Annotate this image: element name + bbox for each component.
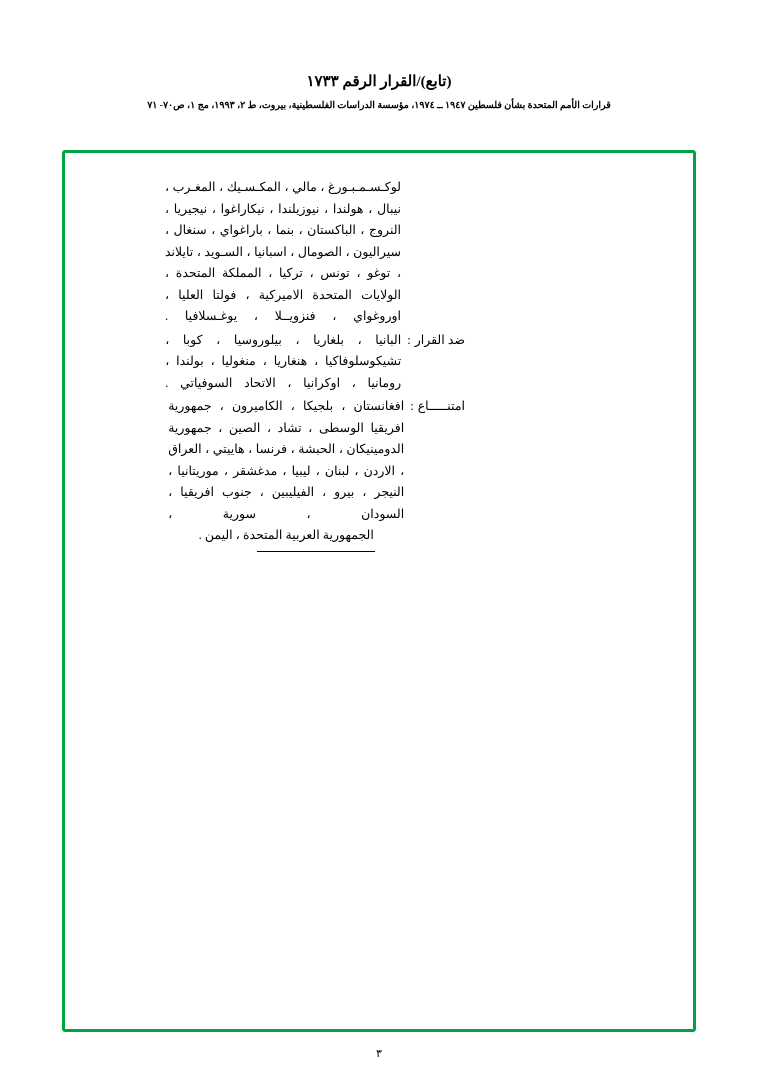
abstained-country-list-main: افغانستان ، بلجيكا ، الكاميرون ، جمهورية افريقيا الوسطى ، تشاد ، الصين ، جمهورية الدومينيكان ، الحبشة ، فرنسا ، هاييتي ، العراق ، الاردن ، لبنان ، ليبيا ، مدغشقر ، موريتانيا ، النيجر ، بيرو ، الفيليبين ، جنوب افريقيا ، السودان ، سورية ، <box>168 399 405 521</box>
against-label <box>401 330 465 352</box>
page-title: (تابع)/القرار الرقم ١٧٣٣ <box>306 74 452 90</box>
abstained-country-list-last-line: الجمهورية العربية المتحدة ، اليمن . <box>198 528 374 542</box>
section-divider <box>257 551 375 552</box>
abstained-country-list <box>168 396 404 547</box>
against-country-list: البانيا ، بلغاريا ، بيلوروسيا ، كوبا ، تشيكوسلوفاكيا ، هنغاريا ، منغوليا ، بولندا ، رومانيا ، اوكرانيا ، الاتحاد السوفياتي . <box>165 332 402 390</box>
opening-country-list: لوكـسـمـبـورغ ، مالي ، المكـسـيك ، المغـرب ، نيبال ، هولندا ، نيوزيلندا ، نيكاراغوا ، نيجيريا ، النروج ، الباكستان ، بنما ، باراغواي ، سنغال ، سيراليون ، الصومال ، اسبانيا ، السـويد ، تايلاند ، توغو ، تونس ، تركيا ، المملكة المتحدة ، الولايات المتحدة الاميركية ، فولتا العليا ، اوروغواي ، فنزويــلا ، يوغـسلافيا . <box>165 180 401 323</box>
content-frame <box>62 150 696 1032</box>
against-colon: : <box>407 332 411 347</box>
page-number: ٣ <box>376 1048 382 1060</box>
document-header <box>0 0 758 111</box>
abstained-label <box>404 396 465 418</box>
document-body <box>93 177 665 552</box>
against-block <box>93 330 465 395</box>
abstained-block <box>93 396 465 547</box>
abstained-colon: : <box>410 399 414 413</box>
against-label-text: ضد القرار <box>414 332 465 347</box>
page-subtitle: قرارات الأمم المتحدة بشأن فلسطين ١٩٤٧ ــ ١٩٧٤، مؤسسة الدراسات الفلسطينية، بيروت، ط ٢، ١٩٩٣، مج ١، ص٧٠- ٧١ <box>147 101 611 111</box>
abstained-label-text: امتنـــــاع <box>417 399 465 413</box>
